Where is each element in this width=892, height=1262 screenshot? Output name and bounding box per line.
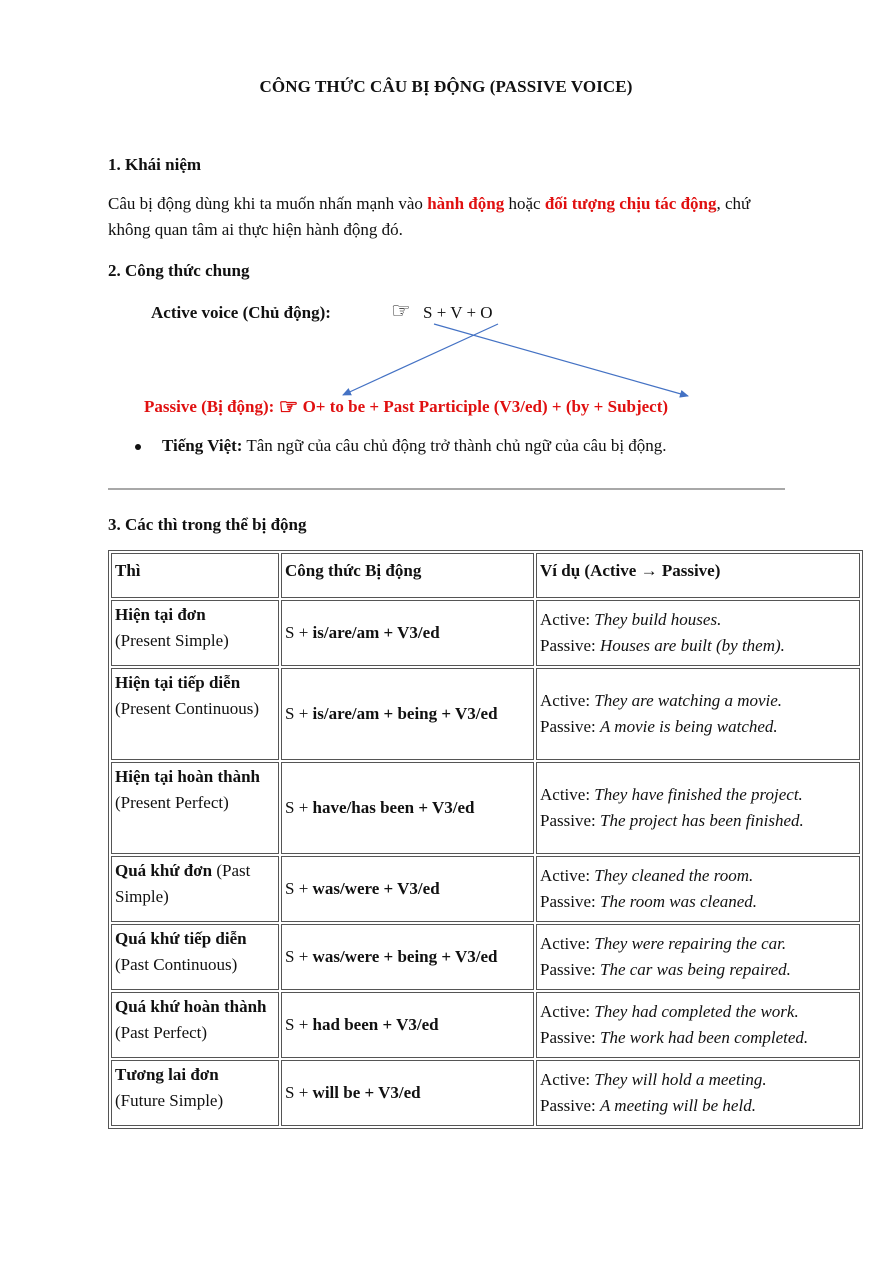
active-voice-label: Active voice (Chủ động): [151, 303, 331, 322]
formula-cell: S + is/are/am + V3/ed [281, 600, 534, 666]
tense-cell: Hiện tại hoàn thành (Present Perfect) [111, 762, 279, 854]
table-row [111, 856, 860, 922]
pointing-hand-icon: ☞ [391, 298, 411, 323]
example-cell: Active: They were repairing the car. Passive: The car was being repaired. [536, 924, 860, 990]
table-header-row [111, 553, 860, 598]
tense-cell: Quá khứ hoàn thành (Past Perfect) [111, 992, 279, 1058]
formula-cell: S + have/has been + V3/ed [281, 762, 534, 854]
object-to-subject-arrow [343, 324, 498, 395]
note-text: Tân ngữ của câu chủ động trở thành chủ ngữ của câu bị động. [242, 436, 667, 455]
tense-cell: Quá khứ tiếp diễn (Past Continuous) [111, 924, 279, 990]
formula-cell: S + is/are/am + being + V3/ed [281, 668, 534, 760]
concept-highlight-action: hành động [427, 194, 505, 213]
concept-highlight-object: đối tượng chịu tác động [544, 194, 717, 213]
table-row [111, 1060, 860, 1126]
concept-text: hoặc [504, 194, 545, 213]
active-formula: S + V + O [423, 303, 493, 322]
column-header-formula: Công thức Bị động [281, 553, 534, 598]
subject-to-agent-arrow [434, 324, 688, 396]
column-header-tense: Thì [111, 553, 279, 598]
example-cell: Active: They are watching a movie. Passive: A movie is being watched. [536, 668, 860, 760]
column-header-example: Ví dụ (Active → Passive) [536, 553, 860, 598]
pointing-hand-icon: ☞ [278, 394, 299, 419]
table-row [111, 992, 860, 1058]
vietnamese-note [162, 436, 667, 456]
table-row [111, 600, 860, 666]
concept-text: Câu bị động dùng khi ta muốn nhấn mạnh vào [108, 194, 428, 213]
section-heading-formula: 2. Công thức chung [108, 261, 250, 280]
formula-cell: S + was/were + V3/ed [281, 856, 534, 922]
example-cell: Active: They cleaned the room. Passive: The room was cleaned. [536, 856, 860, 922]
table-row [111, 762, 860, 854]
section-heading-tenses: 3. Các thì trong thể bị động [108, 515, 307, 534]
tense-cell: Quá khứ đơn (Past Simple) [111, 856, 279, 922]
section-heading-concept: 1. Khái niệm [108, 155, 202, 174]
tense-cell: Tương lai đơn (Future Simple) [111, 1060, 279, 1126]
example-cell: Active: They have finished the project. Passive: The project has been finished. [536, 762, 860, 854]
divider [108, 488, 785, 490]
passive-formula: O+ to be + Past Participle (V3/ed) + (by + Subject) [302, 397, 669, 416]
passive-formula-line [144, 394, 669, 419]
table-row [111, 924, 860, 990]
formula-cell: S + will be + V3/ed [281, 1060, 534, 1126]
example-cell: Active: They build houses. Passive: Houses are built (by them). [536, 600, 860, 666]
tense-cell: Hiện tại tiếp diễn (Present Continuous) [111, 668, 279, 760]
formula-cell: S + had been + V3/ed [281, 992, 534, 1058]
passive-voice-label: Passive (Bị động): [144, 397, 275, 416]
example-cell: Active: They had completed the work. Passive: The work had been completed. [536, 992, 860, 1058]
note-label: Tiếng Việt: [162, 436, 243, 455]
example-cell: Active: They will hold a meeting. Passive: A meeting will be held. [536, 1060, 860, 1126]
table-row [111, 668, 860, 760]
tense-cell: Hiện tại đơn (Present Simple) [111, 600, 279, 666]
page-title: CÔNG THỨC CÂU BỊ ĐỘNG (PASSIVE VOICE) [259, 77, 633, 96]
bullet-icon [135, 444, 141, 450]
tenses-table [108, 550, 863, 1129]
concept-text: , chứ không quan tâm ai thực hiện hành động đó. [108, 194, 751, 239]
formula-cell: S + was/were + being + V3/ed [281, 924, 534, 990]
